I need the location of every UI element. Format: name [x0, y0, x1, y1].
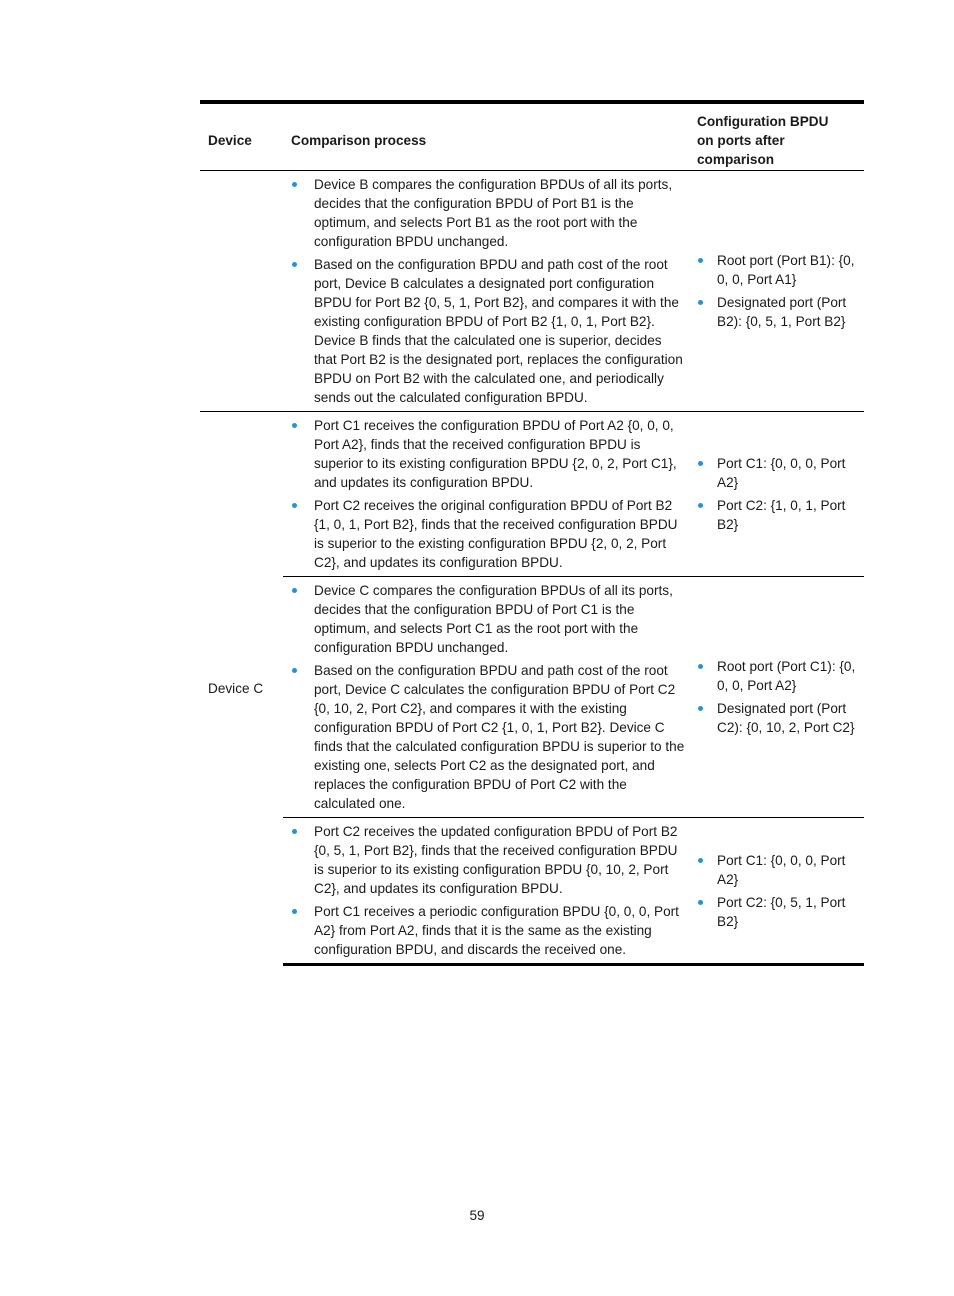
bullet-icon: [698, 858, 703, 863]
process-text: Device B compares the configuration BPDUs of all its ports, decides that the configuration BPDU of Port B1 is the optimum, and selects Port B1 as the root port with the configuration BPDU unchanged.: [314, 177, 673, 249]
bullet-icon: [698, 706, 703, 711]
process-list: [291, 175, 685, 407]
header-comparison-process: Comparison process: [283, 102, 689, 171]
process-list: [291, 416, 685, 572]
result-text: Root port (Port C1): {0, 0, 0, Port A2}: [717, 659, 856, 693]
list-item: [697, 496, 860, 534]
table-header: [200, 102, 864, 171]
list-item: [697, 699, 860, 737]
table-row: [200, 577, 864, 818]
list-item: [697, 454, 860, 492]
result-text: Port C2: {1, 0, 1, Port B2}: [717, 498, 846, 532]
process-text: Port C1 receives the configuration BPDU of Port A2 {0, 0, 0, Port A2}, finds that the received configuration BPDU is superior to its existing configuration BPDU {2, 0, 2, Port C1}, and updates its configuration BPDU.: [314, 418, 677, 490]
result-text: Designated port (Port B2): {0, 5, 1, Port B2}: [717, 295, 847, 329]
bullet-icon: [292, 668, 297, 673]
header-result-line-2: on ports after: [697, 133, 785, 148]
header-configuration-bpdu: [689, 102, 864, 171]
page-number: 59: [469, 1208, 485, 1223]
result-cell: [689, 412, 864, 577]
bullet-icon: [698, 503, 703, 508]
list-item: [697, 893, 860, 931]
bullet-icon: [292, 423, 297, 428]
result-text: Port C1: {0, 0, 0, Port A2}: [717, 852, 846, 887]
list-item: [291, 496, 685, 572]
process-text: Port C2 receives the original configuration BPDU of Port B2 {1, 0, 1, Port B2}, finds that the received configuration BPDU is superior to the existing configuration BPDU {2, 0, 2, Port C2}, and updates its configuration BPDU.: [314, 498, 678, 570]
table-row: [200, 818, 864, 965]
bullet-icon: [292, 588, 297, 593]
process-text: Based on the configuration BPDU and path cost of the root port, Device C calculates the configuration BPDU of Port C2 {0, 10, 2, Port C2}, and compares it with the existing configuration BPDU of Port C2 {1, 0, 1, Port B2}. Device C finds that the calculated configuration BPDU is superior to the existing one, selects Port C2 as the designated port, and replaces the configuration BPDU of Port C2 with the calculated one.: [314, 663, 685, 811]
bullet-icon: [698, 300, 703, 305]
header-row: [200, 102, 864, 171]
process-cell: [283, 818, 689, 965]
bullet-icon: [698, 664, 703, 669]
result-cell: [689, 818, 864, 965]
list-item: [697, 293, 860, 331]
list-item: [291, 416, 685, 492]
list-item: [291, 822, 685, 898]
process-cell: [283, 171, 689, 412]
process-cell: [283, 412, 689, 577]
result-list: [697, 251, 860, 331]
bullet-icon: [292, 503, 297, 508]
header-result-line-1: Configuration BPDU: [697, 114, 829, 129]
result-cell: [689, 171, 864, 412]
bullet-icon: [292, 262, 297, 267]
bullet-icon: [292, 909, 297, 914]
list-item: [291, 255, 685, 407]
result-text: Designated port (Port C2): {0, 10, 2, Port C2}: [717, 701, 855, 735]
list-item: [291, 581, 685, 657]
list-item: [291, 902, 685, 959]
bullet-icon: [698, 461, 703, 466]
table-row: [200, 171, 864, 412]
process-text: Device C compares the configuration BPDUs of all its ports, decides that the configuration BPDU of Port C1 is the optimum, and selects Port C1 as the root port with the configuration BPDU unchanged.: [314, 583, 673, 655]
result-text: Root port (Port B1): {0, 0, 0, Port A1}: [717, 253, 855, 287]
stp-comparison-table: [200, 100, 864, 966]
list-item: [291, 175, 685, 251]
header-result-line-3: comparison: [697, 152, 775, 167]
bullet-icon: [698, 900, 703, 905]
process-list: [291, 581, 685, 813]
list-item: [291, 661, 685, 813]
list-item: [697, 851, 860, 889]
process-text: Based on the configuration BPDU and path cost of the root port, Device B calculates a designated port configuration BPDU for Port B2 {0, 5, 1, Port B2}, and compares it with the existing configuration BPDU of Port B2 {1, 0, 1, Port B2}. Device B finds that the calculated one is superior, decides that Port B2 is the designated port, replaces the configuration BPDU on Port B2 with the calculated one, and periodically sends out the calculated configuration BPDU.: [314, 257, 683, 405]
result-text: Port C2: {0, 5, 1, Port B2}: [717, 894, 846, 929]
list-item: [697, 251, 860, 289]
result-list: [697, 657, 860, 737]
result-text: Port C1: {0, 0, 0, Port A2}: [717, 456, 846, 490]
device-cell: Device C: [200, 412, 283, 965]
device-cell: [200, 171, 283, 412]
table-row: [200, 412, 864, 577]
result-list: [697, 851, 860, 931]
process-cell: [283, 577, 689, 818]
header-device: Device: [200, 102, 283, 171]
bullet-icon: [292, 829, 297, 834]
table-body: [200, 171, 864, 965]
bullet-icon: [292, 182, 297, 187]
bullet-icon: [698, 258, 703, 263]
result-cell: [689, 577, 864, 818]
result-list: [697, 454, 860, 534]
list-item: [697, 657, 860, 695]
process-list: [291, 822, 685, 959]
process-text: Port C1 receives a periodic configuration BPDU {0, 0, 0, Port A2} from Port A2, finds that it is the same as the existing configuration BPDU, and discards the received one.: [314, 904, 679, 957]
process-text: Port C2 receives the updated configuration BPDU of Port B2 {0, 5, 1, Port B2}, finds that the received configuration BPDU is superior to its existing configuration BPDU {0, 10, 2, Port C2}, and updates its configuration BPDU.: [314, 824, 678, 896]
